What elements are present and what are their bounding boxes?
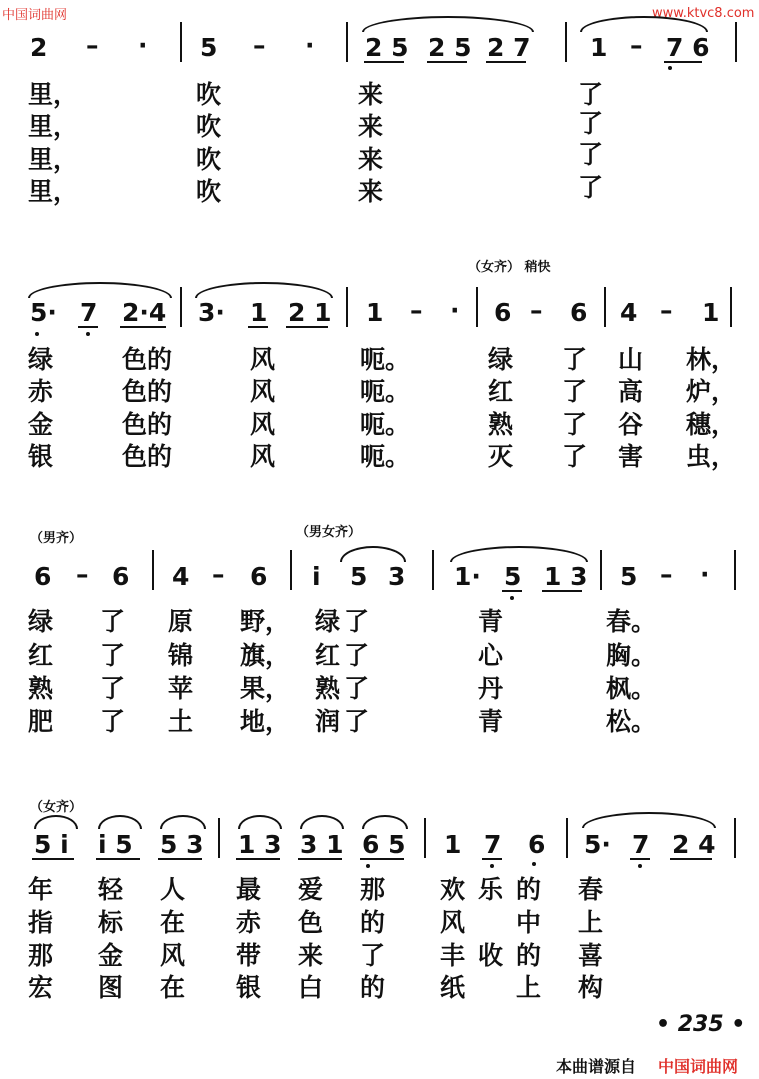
lyric: 白 xyxy=(298,973,324,1002)
page-number: • 235 • xyxy=(656,1012,746,1037)
lyric: 熟 xyxy=(28,674,54,703)
slur xyxy=(300,815,344,829)
lyric: 了 xyxy=(562,442,588,471)
low-octave-dot xyxy=(510,596,514,600)
lyric: 指 xyxy=(28,908,54,937)
note: – xyxy=(410,296,423,325)
low-octave-dot xyxy=(366,864,370,868)
note: – xyxy=(530,296,543,325)
note: 6 xyxy=(528,830,546,859)
note: i 5 xyxy=(98,830,133,859)
underline xyxy=(236,858,280,860)
lyric: 了 xyxy=(344,607,370,636)
barline xyxy=(566,818,568,858)
lyric: 肥 xyxy=(28,707,54,736)
lyric: 年 xyxy=(28,875,54,904)
lyric: 里， xyxy=(28,145,79,174)
note: 6 xyxy=(112,562,130,591)
lyric: 熟 xyxy=(488,410,514,439)
barline xyxy=(604,287,606,327)
lyric: 的 xyxy=(360,908,386,937)
note: 6 xyxy=(494,298,512,327)
lyric: 丹 xyxy=(478,674,504,703)
lyric: 润 xyxy=(315,707,341,736)
lyric: 红 xyxy=(315,641,341,670)
barline xyxy=(476,287,478,327)
lyric: 色的 xyxy=(122,410,173,439)
note: – xyxy=(253,31,266,60)
lyric: 绿 xyxy=(488,345,514,374)
lyric: 了 xyxy=(578,173,604,202)
lyric: 呃。 xyxy=(360,442,411,471)
slur xyxy=(195,282,333,298)
lyric: 旗， xyxy=(240,641,291,670)
lyric: 标 xyxy=(98,908,124,937)
lyric: 红 xyxy=(28,641,54,670)
lyric: 了 xyxy=(100,674,126,703)
note: 1 xyxy=(702,298,720,327)
note: – xyxy=(660,560,673,589)
watermark-left: 中国词曲网 xyxy=(2,8,68,23)
note: 7 xyxy=(80,298,98,327)
underline xyxy=(78,326,98,328)
lyric: 上 xyxy=(578,908,604,937)
slur xyxy=(28,282,172,298)
lyric: 了 xyxy=(100,641,126,670)
barline xyxy=(180,287,182,327)
note: 1 xyxy=(444,830,462,859)
barline xyxy=(152,550,154,590)
note: 2 5 xyxy=(428,33,472,62)
underline xyxy=(248,326,268,328)
lyric: 轻 xyxy=(98,875,124,904)
lyric: 来 xyxy=(358,177,384,206)
note: 5· xyxy=(584,830,611,859)
underline xyxy=(670,858,712,860)
note: 1 3 xyxy=(238,830,282,859)
lyric: 红 xyxy=(488,377,514,406)
underline xyxy=(482,858,502,860)
underline xyxy=(96,858,140,860)
barline xyxy=(180,22,182,62)
lyric: 了 xyxy=(578,140,604,169)
underline xyxy=(630,858,650,860)
lyric: 来 xyxy=(358,145,384,174)
note: 1 xyxy=(366,298,384,327)
lyric: 中 xyxy=(516,908,542,937)
underline xyxy=(502,590,522,592)
lyric: 了 xyxy=(344,641,370,670)
barline xyxy=(290,550,292,590)
underline xyxy=(542,590,582,592)
low-octave-dot xyxy=(490,864,494,868)
lyric: 风 xyxy=(250,410,276,439)
lyric: 锦 xyxy=(168,641,194,670)
lyric: 了 xyxy=(344,707,370,736)
lyric: 风 xyxy=(440,908,466,937)
lyric: 了 xyxy=(578,80,604,109)
low-octave-dot xyxy=(35,332,39,336)
note: 2 5 xyxy=(365,33,409,62)
note: 2 7 xyxy=(487,33,531,62)
slur xyxy=(160,815,206,829)
note: 5 i xyxy=(34,830,69,859)
lyric: 里， xyxy=(28,112,79,141)
barline xyxy=(565,22,567,62)
note: 2 4 xyxy=(672,830,716,859)
lyric: 呃。 xyxy=(360,345,411,374)
lyric: 吹 xyxy=(196,112,222,141)
note: 1 xyxy=(590,33,608,62)
note: 4 xyxy=(620,298,638,327)
underline xyxy=(486,61,526,63)
lyric: 了 xyxy=(562,377,588,406)
lyric: 在 xyxy=(160,908,186,937)
note: 5 xyxy=(504,562,522,591)
lyric: 了 xyxy=(344,674,370,703)
lyric: 果， xyxy=(240,674,291,703)
lyric: 风 xyxy=(250,442,276,471)
footer-source-text: 本曲谱源自 xyxy=(556,1057,637,1076)
lyric: 风 xyxy=(160,941,186,970)
note: – xyxy=(86,31,99,60)
lyric: 地， xyxy=(240,707,291,736)
lyric: 春 xyxy=(578,875,604,904)
lyric: 谷 xyxy=(618,410,644,439)
note: 6 xyxy=(34,562,52,591)
lyric: 了 xyxy=(562,410,588,439)
barline xyxy=(346,22,348,62)
lyric: 高 xyxy=(618,377,644,406)
note: – xyxy=(76,560,89,589)
lyric: 里， xyxy=(28,80,79,109)
lyric: 炉， xyxy=(686,377,737,406)
lyric: 呃。 xyxy=(360,377,411,406)
lyric: 的 xyxy=(516,941,542,970)
lyric: 来 xyxy=(298,941,324,970)
underline xyxy=(286,326,328,328)
lyric: 枫。 xyxy=(606,674,657,703)
low-octave-dot xyxy=(532,862,536,866)
slur xyxy=(340,546,406,562)
lyric: 松。 xyxy=(606,707,657,736)
lyric: 金 xyxy=(28,410,54,439)
barline xyxy=(432,550,434,590)
lyric: 林， xyxy=(686,345,737,374)
lyric: 银 xyxy=(28,442,54,471)
lyric: 吹 xyxy=(196,145,222,174)
lyric: 呃。 xyxy=(360,410,411,439)
low-octave-dot xyxy=(668,66,672,70)
lyric: 乐 xyxy=(478,875,504,904)
note: – xyxy=(660,296,673,325)
lyric: 色的 xyxy=(122,442,173,471)
underline xyxy=(298,858,342,860)
lyric: 图 xyxy=(98,973,124,1002)
note: 7 xyxy=(632,830,650,859)
lyric: 最 xyxy=(236,875,262,904)
lyric: 心 xyxy=(478,641,504,670)
slur xyxy=(362,815,408,829)
lyric: 原 xyxy=(168,607,194,636)
lyric: 土 xyxy=(168,707,194,736)
lyric: 虫， xyxy=(686,442,737,471)
lyric: 那 xyxy=(360,875,386,904)
lyric: 收 xyxy=(478,941,504,970)
lyric: 害 xyxy=(618,442,644,471)
lyric: 苹 xyxy=(168,674,194,703)
lyric: 在 xyxy=(160,973,186,1002)
underline xyxy=(427,61,467,63)
lyric: 喜 xyxy=(578,941,604,970)
slur xyxy=(362,16,534,32)
lyric: 山 xyxy=(618,345,644,374)
barline xyxy=(424,818,426,858)
lyric: 丰 xyxy=(440,941,466,970)
lyric: 绿 xyxy=(28,345,54,374)
lyric: 青 xyxy=(478,707,504,736)
slur xyxy=(98,815,142,829)
note: i xyxy=(312,562,321,591)
lyric: 色 xyxy=(298,908,324,937)
lyric: 纸 xyxy=(440,973,466,1002)
note: · xyxy=(450,296,460,325)
performance-mark: （男齐） xyxy=(30,531,83,546)
underline xyxy=(364,61,404,63)
note: 3 1 xyxy=(300,830,344,859)
underline xyxy=(32,858,74,860)
note: 1· xyxy=(454,562,481,591)
note: 6 5 xyxy=(362,830,406,859)
lyric: 春。 xyxy=(606,607,657,636)
lyric: 构 xyxy=(578,973,604,1002)
lyric: 穗， xyxy=(686,410,737,439)
lyric: 吹 xyxy=(196,177,222,206)
lyric: 宏 xyxy=(28,973,54,1002)
note: 5 xyxy=(200,33,218,62)
lyric: 上 xyxy=(516,973,542,1002)
lyric: 爱 xyxy=(298,875,324,904)
lyric: 灭 xyxy=(488,442,514,471)
note: 1 xyxy=(250,298,268,327)
note: – xyxy=(630,31,643,60)
barline xyxy=(600,550,602,590)
lyric: 了 xyxy=(360,941,386,970)
note: 5 xyxy=(350,562,368,591)
performance-mark: （女齐） 稍快 xyxy=(468,260,551,275)
lyric: 来 xyxy=(358,112,384,141)
note: 5· xyxy=(30,298,57,327)
barline xyxy=(730,287,732,327)
slur xyxy=(34,815,78,829)
note: 6 xyxy=(250,562,268,591)
lyric: 色的 xyxy=(122,345,173,374)
performance-mark: （女齐） xyxy=(30,800,83,815)
note: – xyxy=(212,560,225,589)
note: 7 6 xyxy=(666,33,710,62)
low-octave-dot xyxy=(638,864,642,868)
note: 2·4 xyxy=(122,298,167,327)
note: 2 xyxy=(30,33,48,62)
underline xyxy=(664,61,702,63)
low-octave-dot xyxy=(86,332,90,336)
barline xyxy=(735,22,737,62)
lyric: 的 xyxy=(360,973,386,1002)
barline xyxy=(734,550,736,590)
note: · xyxy=(700,560,710,589)
lyric: 风 xyxy=(250,345,276,374)
lyric: 色的 xyxy=(122,377,173,406)
barline xyxy=(346,287,348,327)
watermark-right: www.ktvc8.com xyxy=(652,6,755,21)
lyric: 金 xyxy=(98,941,124,970)
barline xyxy=(218,818,220,858)
note: 2 1 xyxy=(288,298,332,327)
lyric: 青 xyxy=(478,607,504,636)
lyric: 欢 xyxy=(440,875,466,904)
lyric: 了 xyxy=(100,607,126,636)
slur xyxy=(450,546,588,562)
lyric: 带 xyxy=(236,941,262,970)
lyric: 那 xyxy=(28,941,54,970)
lyric: 的 xyxy=(516,875,542,904)
footer-brand: 中国词曲网 xyxy=(658,1057,739,1076)
underline xyxy=(120,326,166,328)
note: 5 xyxy=(620,562,638,591)
slur xyxy=(582,812,716,828)
lyric: 来 xyxy=(358,80,384,109)
underline xyxy=(158,858,202,860)
lyric: 银 xyxy=(236,973,262,1002)
lyric: 吹 xyxy=(196,80,222,109)
note: 5 3 xyxy=(160,830,204,859)
lyric: 了 xyxy=(578,109,604,138)
barline xyxy=(734,818,736,858)
lyric: 里， xyxy=(28,177,79,206)
lyric: 赤 xyxy=(28,377,54,406)
lyric: 野， xyxy=(240,607,291,636)
slur xyxy=(238,815,282,829)
lyric: 胸。 xyxy=(606,641,657,670)
lyric: 了 xyxy=(562,345,588,374)
lyric: 熟 xyxy=(315,674,341,703)
lyric: 绿 xyxy=(315,607,341,636)
note: 7 xyxy=(484,830,502,859)
note: · xyxy=(305,31,315,60)
note: 3· xyxy=(198,298,225,327)
note: 6 xyxy=(570,298,588,327)
lyric: 风 xyxy=(250,377,276,406)
note: 1 3 xyxy=(544,562,588,591)
note: 4 xyxy=(172,562,190,591)
lyric: 绿 xyxy=(28,607,54,636)
note: 3 xyxy=(388,562,406,591)
lyric: 赤 xyxy=(236,908,262,937)
underline xyxy=(360,858,404,860)
performance-mark: （男女齐） xyxy=(296,525,362,540)
lyric: 人 xyxy=(160,875,186,904)
lyric: 了 xyxy=(100,707,126,736)
note: · xyxy=(138,31,148,60)
